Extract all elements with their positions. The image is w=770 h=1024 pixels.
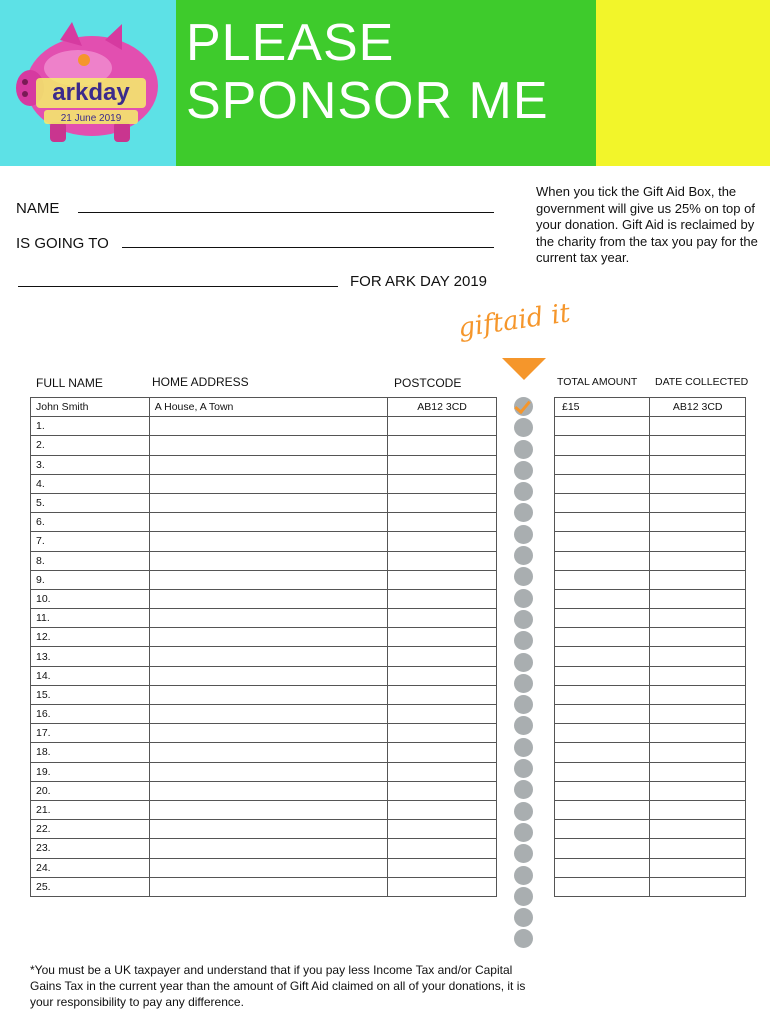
table-row <box>31 474 497 493</box>
example-home-address: A House, A Town <box>149 398 387 417</box>
gift-aid-checkbox-icon[interactable] <box>514 653 533 672</box>
address-cell[interactable] <box>149 705 387 724</box>
table-row <box>555 436 746 455</box>
row-number-cell: 22. <box>31 820 150 839</box>
address-cell[interactable] <box>149 436 387 455</box>
postcode-cell[interactable] <box>388 743 497 762</box>
gift-aid-checkbox-icon[interactable] <box>514 887 533 906</box>
header-total-amount: TOTAL AMOUNT <box>557 376 638 388</box>
total-amount-cell[interactable] <box>555 474 650 493</box>
row-number-cell: 16. <box>31 705 150 724</box>
table-row <box>555 685 746 704</box>
total-amount-cell[interactable] <box>555 436 650 455</box>
header-postcode: POSTCODE <box>394 376 462 390</box>
example-date-collected: AB12 3CD <box>650 398 746 417</box>
activity-field-line[interactable] <box>18 286 338 287</box>
date-collected-cell[interactable] <box>650 820 746 839</box>
postcode-cell[interactable] <box>388 800 497 819</box>
row-number-cell: 13. <box>31 647 150 666</box>
table-row <box>31 417 497 436</box>
gift-aid-checkbox-icon[interactable] <box>514 610 533 629</box>
gift-aid-checkbox-icon[interactable] <box>514 674 533 693</box>
table-row <box>31 762 497 781</box>
table-row <box>31 820 497 839</box>
date-collected-cell[interactable] <box>650 781 746 800</box>
row-number-cell: 9. <box>31 570 150 589</box>
table-row <box>555 455 746 474</box>
date-collected-cell[interactable] <box>650 493 746 512</box>
row-number-cell: 18. <box>31 743 150 762</box>
header-logo-panel <box>0 0 176 166</box>
address-cell[interactable] <box>149 685 387 704</box>
table-row <box>31 589 497 608</box>
total-amount-cell[interactable] <box>555 551 650 570</box>
gift-aid-checkbox-checked-icon[interactable] <box>514 397 533 416</box>
gift-aid-checkbox-icon[interactable] <box>514 802 533 821</box>
gift-aid-checkbox-icon[interactable] <box>514 738 533 757</box>
table-row <box>555 570 746 589</box>
date-collected-cell[interactable] <box>650 685 746 704</box>
postcode-cell[interactable] <box>388 436 497 455</box>
postcode-cell[interactable] <box>388 532 497 551</box>
going-to-label: IS GOING TO <box>16 235 109 252</box>
gift-aid-logo: giftaid it <box>456 298 573 344</box>
table-row <box>555 589 746 608</box>
address-cell[interactable] <box>149 417 387 436</box>
total-amount-cell[interactable] <box>555 724 650 743</box>
row-number-cell: 23. <box>31 839 150 858</box>
table-row <box>31 628 497 647</box>
table-row <box>555 647 746 666</box>
table-row <box>555 513 746 532</box>
table-row <box>555 551 746 570</box>
gift-aid-checkbox-icon[interactable] <box>514 908 533 927</box>
row-number-cell: 15. <box>31 685 150 704</box>
postcode-cell[interactable] <box>388 455 497 474</box>
address-cell[interactable] <box>149 724 387 743</box>
postcode-cell[interactable] <box>388 474 497 493</box>
row-number-cell: 25. <box>31 877 150 896</box>
row-number-cell: 24. <box>31 858 150 877</box>
donation-table <box>554 397 746 897</box>
postcode-cell[interactable] <box>388 570 497 589</box>
postcode-cell[interactable] <box>388 666 497 685</box>
page-title <box>186 14 549 130</box>
example-total-amount: £15 <box>555 398 650 417</box>
going-to-field-line[interactable] <box>122 247 494 248</box>
table-row <box>31 513 497 532</box>
gift-aid-checkbox-icon[interactable] <box>514 567 533 586</box>
postcode-cell[interactable] <box>388 493 497 512</box>
gift-aid-checkbox-icon[interactable] <box>514 866 533 885</box>
address-cell[interactable] <box>149 781 387 800</box>
table-row <box>31 877 497 896</box>
postcode-cell[interactable] <box>388 589 497 608</box>
date-collected-cell[interactable] <box>650 666 746 685</box>
total-amount-cell[interactable] <box>555 513 650 532</box>
row-number-cell: 14. <box>31 666 150 685</box>
address-cell[interactable] <box>149 513 387 532</box>
date-collected-cell[interactable] <box>650 589 746 608</box>
address-cell[interactable] <box>149 762 387 781</box>
row-number-cell: 20. <box>31 781 150 800</box>
row-number-cell: 21. <box>31 800 150 819</box>
event-label: FOR ARK DAY 2019 <box>350 273 488 290</box>
row-number-cell: 19. <box>31 762 150 781</box>
gift-aid-checkbox-icon[interactable] <box>514 440 533 459</box>
table-row <box>555 474 746 493</box>
date-collected-cell[interactable] <box>650 800 746 819</box>
arrow-down-icon <box>502 358 546 380</box>
title-line-2: SPONSOR ME <box>186 72 549 130</box>
logo-wordmark: arkday <box>52 79 130 106</box>
date-collected-cell[interactable] <box>650 647 746 666</box>
address-cell[interactable] <box>149 589 387 608</box>
header-accent-panel <box>596 0 770 166</box>
date-collected-cell[interactable] <box>650 762 746 781</box>
postcode-cell[interactable] <box>388 647 497 666</box>
table-row <box>555 781 746 800</box>
gift-aid-checkbox-icon[interactable] <box>514 759 533 778</box>
postcode-cell[interactable] <box>388 724 497 743</box>
logo-date: 21 June 2019 <box>60 113 122 124</box>
address-cell[interactable] <box>149 551 387 570</box>
table-row <box>31 647 497 666</box>
table-row <box>31 858 497 877</box>
date-collected-cell[interactable] <box>650 609 746 628</box>
date-collected-cell[interactable] <box>650 513 746 532</box>
table-row <box>31 839 497 858</box>
row-number-cell: 7. <box>31 532 150 551</box>
table-row <box>555 609 746 628</box>
address-cell[interactable] <box>149 820 387 839</box>
table-row <box>31 685 497 704</box>
total-amount-cell[interactable] <box>555 647 650 666</box>
gift-aid-checkbox-icon[interactable] <box>514 482 533 501</box>
total-amount-cell[interactable] <box>555 532 650 551</box>
row-number-cell: 8. <box>31 551 150 570</box>
table-row <box>555 724 746 743</box>
row-number-cell: 6. <box>31 513 150 532</box>
table-row <box>555 493 746 512</box>
table-row <box>31 609 497 628</box>
address-cell[interactable] <box>149 877 387 896</box>
row-number-cell: 4. <box>31 474 150 493</box>
date-collected-cell[interactable] <box>650 532 746 551</box>
date-collected-cell[interactable] <box>650 551 746 570</box>
date-collected-cell[interactable] <box>650 417 746 436</box>
gift-aid-checkbox-icon[interactable] <box>514 929 533 948</box>
total-amount-cell[interactable] <box>555 417 650 436</box>
table-row <box>31 493 497 512</box>
postcode-cell[interactable] <box>388 685 497 704</box>
address-cell[interactable] <box>149 800 387 819</box>
address-cell[interactable] <box>149 455 387 474</box>
total-amount-cell[interactable] <box>555 685 650 704</box>
date-collected-cell[interactable] <box>650 858 746 877</box>
gift-aid-checkbox-icon[interactable] <box>514 716 533 735</box>
address-cell[interactable] <box>149 474 387 493</box>
address-cell[interactable] <box>149 532 387 551</box>
postcode-cell[interactable] <box>388 609 497 628</box>
total-amount-cell[interactable] <box>555 609 650 628</box>
total-amount-cell[interactable] <box>555 705 650 724</box>
gift-aid-checkbox-icon[interactable] <box>514 503 533 522</box>
table-row <box>555 858 746 877</box>
table-row <box>31 455 497 474</box>
table-row <box>555 839 746 858</box>
row-number-cell: 5. <box>31 493 150 512</box>
table-row <box>555 743 746 762</box>
row-number-cell: 2. <box>31 436 150 455</box>
table-row <box>31 666 497 685</box>
date-collected-cell[interactable] <box>650 570 746 589</box>
table-row <box>555 762 746 781</box>
table-row <box>555 800 746 819</box>
row-number-cell: 10. <box>31 589 150 608</box>
address-cell[interactable] <box>149 570 387 589</box>
postcode-cell[interactable] <box>388 417 497 436</box>
total-amount-cell[interactable] <box>555 839 650 858</box>
table-row <box>31 436 497 455</box>
gift-aid-checkbox-icon[interactable] <box>514 695 533 714</box>
address-cell[interactable] <box>149 493 387 512</box>
date-collected-cell[interactable] <box>650 455 746 474</box>
address-cell[interactable] <box>149 628 387 647</box>
header-full-name: FULL NAME <box>36 376 103 390</box>
gift-aid-checkbox-icon[interactable] <box>514 461 533 480</box>
gift-aid-checkbox-icon[interactable] <box>514 844 533 863</box>
row-number-cell: 17. <box>31 724 150 743</box>
postcode-cell[interactable] <box>388 839 497 858</box>
header-date-collected: DATE COLLECTED <box>655 376 749 388</box>
name-field-line[interactable] <box>78 212 494 213</box>
date-collected-cell[interactable] <box>650 839 746 858</box>
postcode-cell[interactable] <box>388 551 497 570</box>
address-cell[interactable] <box>149 743 387 762</box>
date-collected-cell[interactable] <box>650 705 746 724</box>
table-row <box>555 705 746 724</box>
total-amount-cell[interactable] <box>555 628 650 647</box>
row-number-cell: 11. <box>31 609 150 628</box>
piggy-bank-logo <box>10 18 170 148</box>
total-amount-cell[interactable] <box>555 666 650 685</box>
date-collected-cell[interactable] <box>650 877 746 896</box>
postcode-cell[interactable] <box>388 705 497 724</box>
table-row <box>31 532 497 551</box>
name-label: NAME <box>16 200 60 217</box>
table-row <box>555 820 746 839</box>
row-number-cell: 3. <box>31 455 150 474</box>
postcode-cell[interactable] <box>388 858 497 877</box>
table-row <box>31 724 497 743</box>
total-amount-cell[interactable] <box>555 493 650 512</box>
table-row <box>31 570 497 589</box>
postcode-cell[interactable] <box>388 628 497 647</box>
total-amount-cell[interactable] <box>555 820 650 839</box>
sponsor-table <box>30 397 497 897</box>
postcode-cell[interactable] <box>388 781 497 800</box>
date-collected-cell[interactable] <box>650 628 746 647</box>
gift-aid-info: When you tick the Gift Aid Box, the government will give us 25% on top of your donation. Gift Aid is reclaimed by the charity from the tax you pay for the current tax year. <box>536 184 758 265</box>
table-row <box>555 666 746 685</box>
gift-aid-checkbox-icon[interactable] <box>514 589 533 608</box>
table-row <box>555 417 746 436</box>
postcode-cell[interactable] <box>388 820 497 839</box>
address-cell[interactable] <box>149 666 387 685</box>
gift-aid-checkboxes <box>513 397 535 951</box>
table-row-example <box>555 398 746 417</box>
table-row <box>31 800 497 819</box>
total-amount-cell[interactable] <box>555 858 650 877</box>
gift-aid-checkbox-icon[interactable] <box>514 546 533 565</box>
table-row <box>555 628 746 647</box>
postcode-cell[interactable] <box>388 762 497 781</box>
address-cell[interactable] <box>149 839 387 858</box>
table-row <box>31 743 497 762</box>
gift-aid-checkbox-icon[interactable] <box>514 823 533 842</box>
total-amount-cell[interactable] <box>555 743 650 762</box>
total-amount-cell[interactable] <box>555 877 650 896</box>
gift-aid-checkbox-icon[interactable] <box>514 631 533 650</box>
date-collected-cell[interactable] <box>650 743 746 762</box>
example-full-name: John Smith <box>31 398 150 417</box>
address-cell[interactable] <box>149 609 387 628</box>
total-amount-cell[interactable] <box>555 455 650 474</box>
table-row-example <box>31 398 497 417</box>
table-row <box>31 781 497 800</box>
date-collected-cell[interactable] <box>650 436 746 455</box>
title-line-1: PLEASE <box>186 14 395 72</box>
gift-aid-checkbox-icon[interactable] <box>514 525 533 544</box>
total-amount-cell[interactable] <box>555 589 650 608</box>
date-collected-cell[interactable] <box>650 474 746 493</box>
address-cell[interactable] <box>149 858 387 877</box>
total-amount-cell[interactable] <box>555 800 650 819</box>
row-number-cell: 12. <box>31 628 150 647</box>
postcode-cell[interactable] <box>388 877 497 896</box>
gift-aid-footnote: *You must be a UK taxpayer and understand that if you pay less Income Tax and/or Capital Gains Tax in the current year than the amount of Gift Aid claimed on all of your donations, it is your responsibility to pay any difference. <box>30 963 526 1009</box>
row-number-cell: 1. <box>31 417 150 436</box>
gift-aid-checkbox-icon[interactable] <box>514 418 533 437</box>
total-amount-cell[interactable] <box>555 781 650 800</box>
table-row <box>555 532 746 551</box>
total-amount-cell[interactable] <box>555 570 650 589</box>
total-amount-cell[interactable] <box>555 762 650 781</box>
table-row <box>31 551 497 570</box>
header-home-address: HOME ADDRESS <box>152 375 249 389</box>
example-postcode: AB12 3CD <box>388 398 497 417</box>
date-collected-cell[interactable] <box>650 724 746 743</box>
table-row <box>31 705 497 724</box>
address-cell[interactable] <box>149 647 387 666</box>
gift-aid-checkbox-icon[interactable] <box>514 780 533 799</box>
table-row <box>555 877 746 896</box>
postcode-cell[interactable] <box>388 513 497 532</box>
